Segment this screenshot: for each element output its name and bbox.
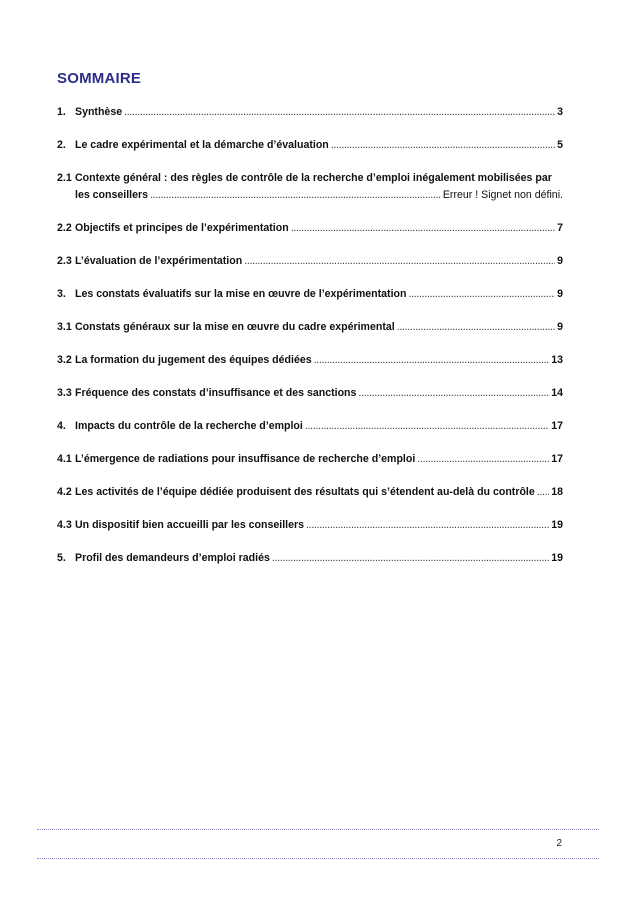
toc-entry-page: 13 [551,354,563,366]
toc-entry-number: 4.3 [57,519,72,531]
toc-entry-label: Les activités de l’équipe dédiée produisent des résultats qui s’étendent au-delà du contrôle [75,486,535,498]
toc-entry-page: 7 [557,222,563,234]
toc-entry[interactable] [57,354,563,367]
page-number: 2 [556,838,562,849]
toc-entry[interactable] [57,321,563,334]
dot-leader [314,354,550,367]
toc-entry[interactable] [57,255,563,268]
toc-entry[interactable] [57,519,563,532]
toc-entry-page: 14 [551,387,563,399]
toc-entry-label: Profil des demandeurs d’emploi radiés [75,552,270,564]
toc-entry[interactable] [57,453,563,466]
toc-entry-number: 2. [57,139,66,151]
toc-entry-page: 9 [557,255,563,267]
toc-entry-label: Le cadre expérimental et la démarche d’évaluation [75,139,329,151]
toc-entry[interactable] [57,288,563,301]
dot-leader [305,420,549,433]
toc-entry-label: Contexte général : des règles de contrôle de la recherche d’emploi inégalement mobilisées par [75,172,552,184]
toc-entry-page: 3 [557,106,563,118]
toc-entry[interactable] [57,387,563,400]
toc-entry-label: Impacts du contrôle de la recherche d’emploi [75,420,303,432]
table-of-contents [57,106,563,565]
toc-entry-number: 2.2 [57,222,72,234]
toc-entry-page: 9 [557,288,563,300]
dot-leader [291,222,555,235]
toc-entry-page-error: Erreur ! Signet non défini. [442,189,563,201]
toc-entry-number: 3.3 [57,387,72,399]
toc-entry-number: 2.1 [57,172,72,184]
toc-entry-page: 18 [551,486,563,498]
toc-entry-number: 3. [57,288,66,300]
toc-entry-label-continued: les conseillers [75,189,149,201]
toc-entry-label: Fréquence des constats d’insuffisance et des sanctions [75,387,357,399]
toc-entry-page: 19 [551,519,563,531]
toc-entry-page: 19 [551,552,563,564]
toc-entry-label: L’émergence de radiations pour insuffisance de recherche d’emploi [75,453,416,465]
dot-leader [306,519,549,532]
dot-leader [408,288,555,301]
dot-leader [150,189,441,202]
toc-entry[interactable] [57,172,563,202]
toc-entry-number: 4.2 [57,486,72,498]
toc-entry[interactable] [57,222,563,235]
toc-entry-number: 3.1 [57,321,72,333]
toc-entry-label: Objectifs et principes de l’expérimentation [75,222,289,234]
toc-entry-page: 17 [551,420,563,432]
toc-entry-label: Un dispositif bien accueilli par les conseillers [75,519,305,531]
toc-entry-label: Synthèse [75,106,123,118]
dot-leader [537,486,549,499]
toc-entry-label: La formation du jugement des équipes dédiées [75,354,312,366]
toc-entry-number: 5. [57,552,66,564]
toc-entry-number: 1. [57,106,66,118]
toc-entry-label: L’évaluation de l’expérimentation [75,255,243,267]
dot-leader [417,453,549,466]
toc-title: SOMMAIRE [57,70,142,87]
toc-entry-page: 5 [557,139,563,151]
toc-entry-number: 2.3 [57,255,72,267]
toc-entry-label: Constats généraux sur la mise en œuvre du cadre expérimental [75,321,395,333]
toc-entry-number: 4.1 [57,453,72,465]
toc-entry[interactable] [57,106,563,119]
footer-divider-top [37,829,599,830]
dot-leader [244,255,555,268]
toc-entry[interactable] [57,552,563,565]
toc-entry[interactable] [57,420,563,433]
toc-entry-number: 4. [57,420,66,432]
dot-leader [272,552,549,565]
toc-entry-number: 3.2 [57,354,72,366]
dot-leader [331,139,555,152]
toc-entry[interactable] [57,486,563,499]
footer-divider-bottom [37,858,599,859]
dot-leader [124,106,555,119]
toc-entry-page: 9 [557,321,563,333]
toc-entry-page: 17 [551,453,563,465]
toc-entry[interactable] [57,139,563,152]
dot-leader [358,387,549,400]
dot-leader [397,321,555,334]
toc-entry-label: Les constats évaluatifs sur la mise en œuvre de l’expérimentation [75,288,407,300]
